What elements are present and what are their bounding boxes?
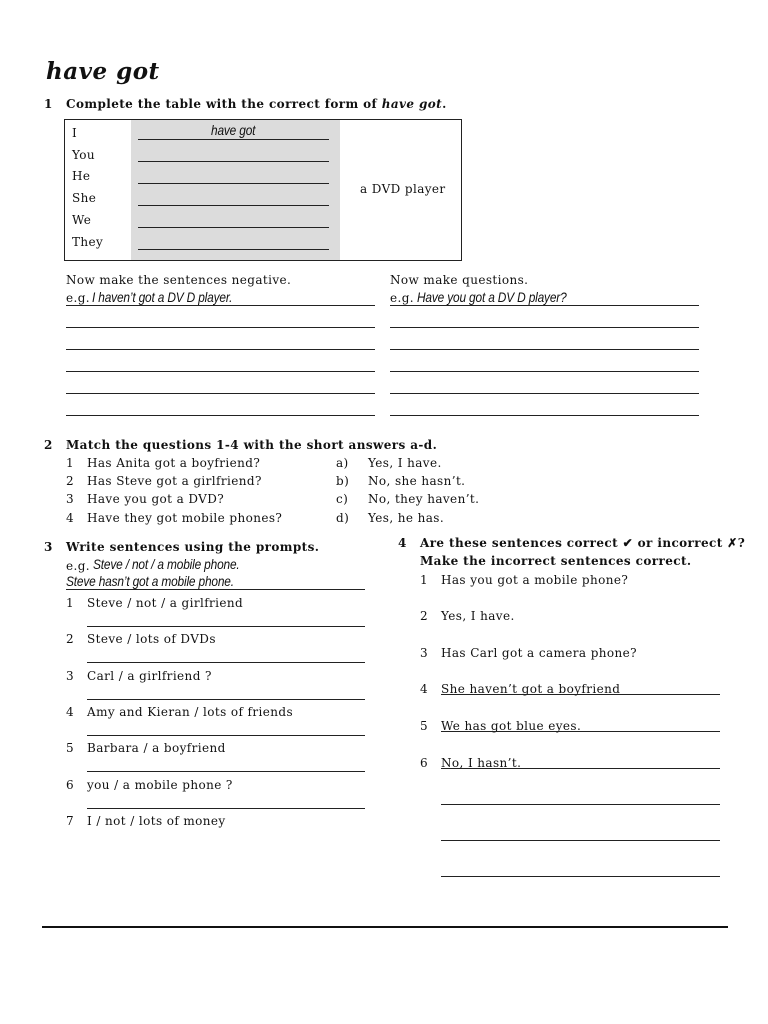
check-answer-line[interactable] (441, 694, 720, 695)
negative-line-2[interactable] (66, 349, 375, 350)
prompt-number: 7 (66, 814, 75, 828)
match-answer: Yes, he has. (368, 511, 445, 525)
table-example-answer: have got (211, 122, 256, 138)
negative-example: I haven’t got a DV D player. (92, 289, 233, 305)
table-blank-6[interactable] (138, 249, 329, 250)
prompt-answer-line[interactable] (87, 808, 365, 809)
prompt-number: 2 (66, 632, 75, 646)
pronoun-they: They (72, 235, 104, 249)
negative-line-0 (66, 305, 375, 306)
prompt-answer-line[interactable] (87, 626, 365, 627)
check-sentence: Has you got a mobile phone? (441, 573, 629, 587)
exercise-4-number: 4 (398, 536, 407, 550)
prompt-text: Steve / lots of DVDs (87, 632, 216, 646)
match-answer-letter: c) (336, 492, 349, 506)
prompt-number: 4 (66, 705, 75, 719)
exercise-1-instruction (66, 97, 447, 111)
questions-example: Have you got a DV D player? (417, 289, 567, 305)
pronoun-he: He (72, 169, 91, 183)
prompt-text: Amy and Kieran / lots of friends (87, 705, 294, 719)
match-answer: Yes, I have. (368, 456, 442, 470)
check-sentence: Has Carl got a camera phone? (441, 646, 637, 660)
question-line-4[interactable] (390, 393, 699, 394)
match-question-number: 1 (66, 456, 75, 470)
negative-line-5[interactable] (66, 415, 375, 416)
match-question: Has Anita got a boyfriend? (87, 456, 261, 470)
match-question-number: 4 (66, 511, 75, 525)
negative-line-1[interactable] (66, 327, 375, 328)
prompt-text: I / not / lots of money (87, 814, 226, 828)
exercise-2-instruction: Match the questions 1-4 with the short answers a-d. (66, 438, 438, 452)
check-sentence: No, I hasn’t. (441, 756, 522, 770)
check-sentence: Yes, I have. (441, 609, 515, 623)
check-number: 4 (420, 682, 429, 696)
prompt-number: 6 (66, 778, 75, 792)
exercise-1-instruction-end: . (442, 97, 447, 111)
table-blank-4[interactable] (138, 205, 329, 206)
negative-line-3[interactable] (66, 371, 375, 372)
check-sentence: She haven’t got a boyfriend (441, 682, 621, 696)
question-line-2[interactable] (390, 349, 699, 350)
question-line-1[interactable] (390, 327, 699, 328)
page-bottom-rule (42, 926, 728, 928)
extra-answer-line-3[interactable] (441, 876, 720, 877)
match-question: Have you got a DVD? (87, 492, 225, 506)
table-blank-3[interactable] (138, 183, 329, 184)
match-question: Has Steve got a girlfriend? (87, 474, 262, 488)
check-number: 2 (420, 609, 429, 623)
prompt-number: 3 (66, 669, 75, 683)
table-blank-5[interactable] (138, 227, 329, 228)
table-blank-1[interactable] (138, 139, 329, 140)
exercise-3-eg-label: e.g. (66, 559, 91, 573)
prompt-number: 1 (66, 596, 75, 610)
table-blank-2[interactable] (138, 161, 329, 162)
table-object: a DVD player (360, 182, 446, 196)
questions-eg-label: e.g. (390, 291, 415, 305)
prompt-text: Steve / not / a girlfriend (87, 596, 244, 610)
question-line-0 (390, 305, 699, 306)
prompt-answer-line[interactable] (87, 771, 365, 772)
questions-label: Now make questions. (390, 273, 529, 287)
exercise-1-instruction-text: Complete the table with the correct form of (66, 97, 382, 111)
check-sentence: We has got blue eyes. (441, 719, 582, 733)
prompt-answer-line[interactable] (87, 699, 365, 700)
match-question-number: 3 (66, 492, 75, 506)
check-number: 6 (420, 756, 429, 770)
exercise-3-eg-prompt: Steve / not / a mobile phone. (93, 556, 240, 572)
prompt-text: you / a mobile phone ? (87, 778, 233, 792)
match-answer-letter: b) (336, 474, 350, 488)
extra-answer-line-1[interactable] (441, 804, 720, 805)
exercise-2-number: 2 (44, 438, 53, 452)
question-line-3[interactable] (390, 371, 699, 372)
pronoun-we: We (72, 213, 92, 227)
exercise-3-eg-line (66, 589, 365, 590)
match-question-number: 2 (66, 474, 75, 488)
match-answer-letter: a) (336, 456, 349, 470)
negative-label: Now make the sentences negative. (66, 273, 292, 287)
prompt-answer-line[interactable] (87, 662, 365, 663)
exercise-3-instruction: Write sentences using the prompts. (66, 540, 320, 554)
exercise-4-instruction-2: Make the incorrect sentences correct. (420, 554, 692, 568)
check-number: 1 (420, 573, 429, 587)
negative-line-4[interactable] (66, 393, 375, 394)
match-question: Have they got mobile phones? (87, 511, 283, 525)
prompt-text: Carl / a girlfriend ? (87, 669, 212, 683)
match-answer: No, she hasn’t. (368, 474, 466, 488)
check-number: 5 (420, 719, 429, 733)
exercise-3-eg-answer: Steve hasn’t got a mobile phone. (66, 573, 234, 589)
check-number: 3 (420, 646, 429, 660)
exercise-1-number: 1 (44, 97, 53, 111)
pronoun-i: I (72, 126, 78, 140)
check-answer-line[interactable] (441, 731, 720, 732)
prompt-text: Barbara / a boyfriend (87, 741, 226, 755)
match-answer-letter: d) (336, 511, 350, 525)
prompt-answer-line[interactable] (87, 735, 365, 736)
exercise-1-instruction-emphasis: have got (381, 97, 443, 111)
exercise-3-number: 3 (44, 540, 53, 554)
question-line-5[interactable] (390, 415, 699, 416)
worksheet-title: have got (46, 58, 160, 85)
match-answer: No, they haven’t. (368, 492, 480, 506)
negative-eg-label: e.g. (66, 291, 91, 305)
extra-answer-line-2[interactable] (441, 840, 720, 841)
pronoun-she: She (72, 191, 97, 205)
prompt-number: 5 (66, 741, 75, 755)
check-answer-line[interactable] (441, 768, 720, 769)
pronoun-you: You (72, 148, 96, 162)
exercise-4-instruction-1: Are these sentences correct ✔ or incorrect ✗? (420, 536, 746, 550)
